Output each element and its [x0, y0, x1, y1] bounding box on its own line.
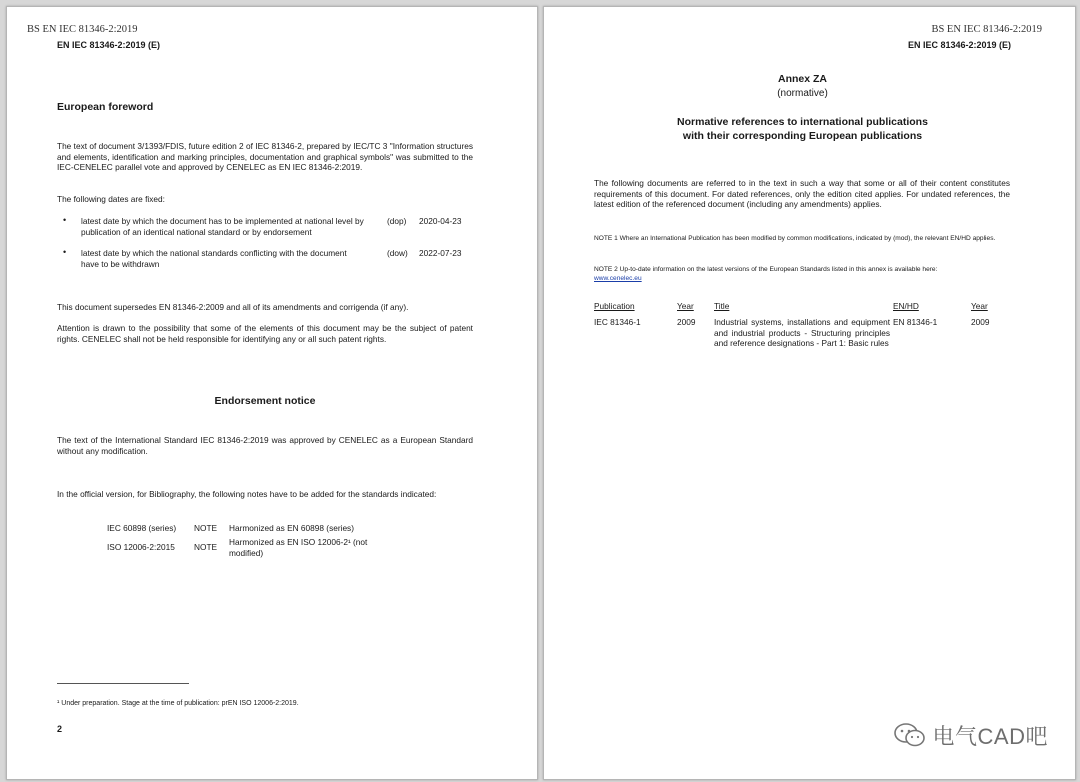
biblio-text: Harmonized as EN 60898 (series) — [229, 523, 354, 533]
endorsement-paragraph: The text of the International Standard IEC 81346-2:2019 was approved by CENELEC as a European Standard without any modification. — [57, 435, 473, 456]
annex-intro: The following documents are referred to in the text in such a way that some or all of their content constitutes requirements of this document. For dated references, only the edition cited applies. For undated references, the latest edition of the referenced document (including any amendments) applies. — [594, 178, 1010, 210]
bibliography-intro: In the official version, for Bibliography, the following notes have to be added for the standards indicated: — [57, 489, 437, 499]
annex-subtitle: (normative) — [777, 88, 828, 99]
endorsement-title: Endorsement notice — [214, 395, 316, 407]
foreword-paragraph: The text of document 3/1393/FDIS, future edition 2 of IEC 81346-2, prepared by IEC/TC 3 "Information structures and elements, identification and marking principles, documentation and graphical symbols" was submitted to the IEC-CENELEC parallel vote and approved by CENELEC as EN IEC 81346-2:2019. — [57, 141, 473, 173]
page-right — [543, 6, 1076, 780]
biblio-text: Harmonized as EN ISO 12006-2¹ (not modified) — [229, 537, 368, 558]
date-code: (dow) — [387, 248, 408, 258]
table-cell-title: Industrial systems, installations and equipment and industrial products - Structuring principles and reference designations - Part 1: Basic rules — [714, 317, 890, 349]
watermark-text: 电气CAD吧 — [932, 723, 1048, 749]
footnote-rule — [57, 683, 189, 684]
table-cell-year2: 2009 — [971, 317, 990, 327]
footnote: ¹ Under preparation. Stage at the time of publication: prEN ISO 12006-2:2019. — [57, 700, 299, 707]
table-cell-enhd: EN 81346-1 — [893, 317, 938, 327]
table-header-enhd: EN/HD — [893, 301, 919, 311]
wechat-icon — [893, 722, 927, 754]
page-number: 2 — [57, 724, 63, 734]
table-header-year2: Year — [971, 301, 988, 311]
bullet: • — [63, 215, 67, 225]
date-code: (dop) — [387, 216, 407, 226]
biblio-standard: ISO 12006-2:2015 — [107, 542, 175, 552]
note-1: NOTE 1 Where an International Publication has been modified by common modifications, indicated by (mod), the relevant EN/HD applies. — [594, 235, 996, 242]
date-text: latest date by which the national standards conflicting with the document have to be withdrawn — [81, 248, 347, 269]
supersedes-text: This document supersedes EN 81346-2:2009 and all of its amendments and corrigenda (if any). — [57, 302, 409, 312]
bullet: • — [63, 247, 67, 257]
date-value: 2022-07-23 — [419, 248, 462, 258]
foreword-title: European foreword — [57, 101, 154, 113]
attention-text: Attention is drawn to the possibility that some of the elements of this document may be the subject of patent rights. CENELEC shall not be held responsible for identifying any or all such patent rights. — [57, 323, 473, 344]
biblio-standard: IEC 60898 (series) — [107, 523, 177, 533]
cenelec-link[interactable]: www.cenelec.eu — [594, 275, 642, 282]
biblio-note: NOTE — [194, 523, 218, 533]
header-document: EN IEC 81346-2:2019 (E) — [907, 40, 1011, 50]
note-2: NOTE 2 Up-to-date information on the latest versions of the European Standards listed in this annex is available here: — [594, 266, 938, 273]
annex-heading-line2: with their corresponding European publications — [682, 130, 923, 142]
date-value: 2020-04-23 — [419, 216, 462, 226]
table-header-title: Title — [714, 301, 730, 311]
header-document: EN IEC 81346-2:2019 (E) — [57, 40, 161, 50]
header-standard: BS EN IEC 81346-2:2019 — [931, 24, 1042, 35]
annex-title: Annex ZA — [777, 73, 827, 85]
table-header-publication: Publication — [594, 301, 635, 311]
table-cell-year: 2009 — [677, 317, 696, 327]
annex-heading-line1: Normative references to international publications — [677, 116, 928, 128]
page-left — [6, 6, 538, 780]
watermark — [893, 720, 1048, 754]
dates-intro: The following dates are fixed: — [57, 194, 165, 204]
biblio-note: NOTE — [194, 542, 218, 552]
date-text: latest date by which the document has to be implemented at national level by publication of an identical national standard or by endorsement — [81, 216, 364, 237]
table-cell-publication: IEC 81346-1 — [594, 317, 641, 327]
table-header-year: Year — [677, 301, 694, 311]
header-standard: BS EN IEC 81346-2:2019 — [27, 24, 138, 35]
